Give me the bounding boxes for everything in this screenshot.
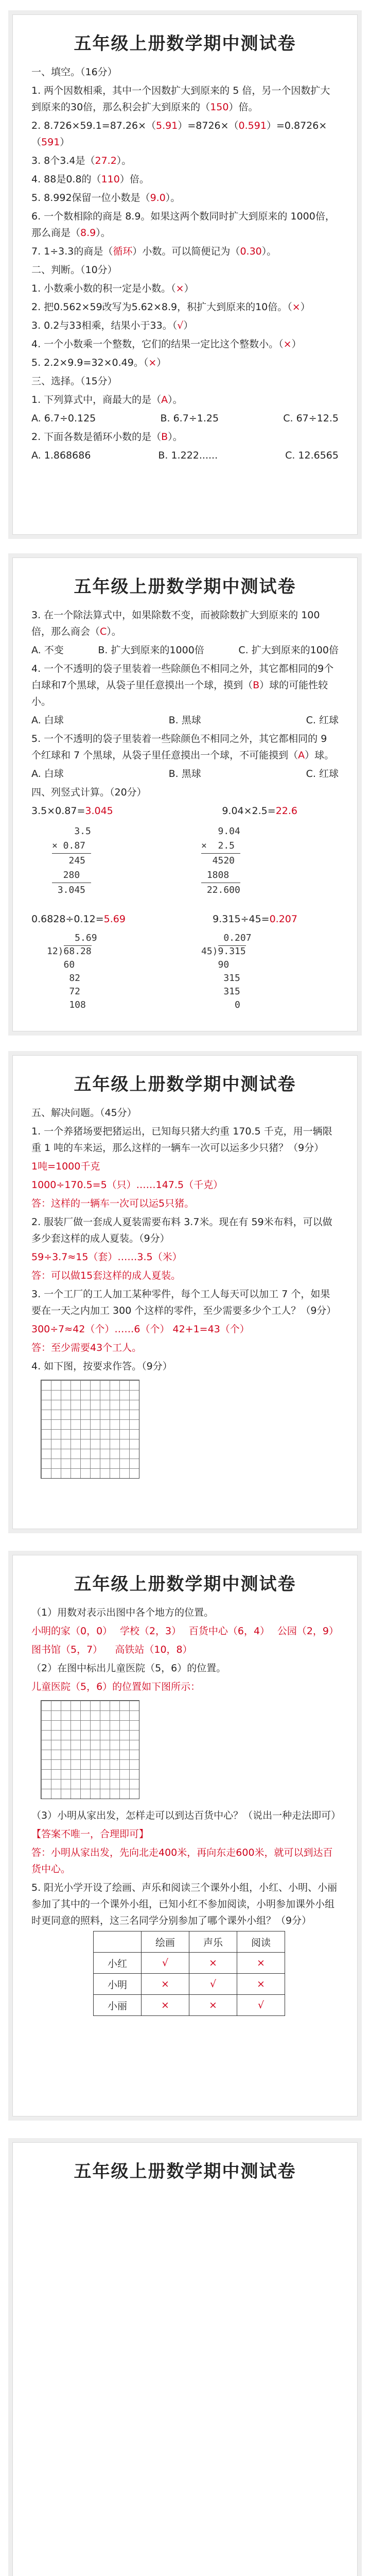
answer: 答：至少需要43个工人。 [31,1342,142,1353]
options: A. 白球 B. 黑球 C. 红球 [31,768,339,779]
exam-sheet-3 [12,1055,358,1529]
coordinate-grid [41,1380,139,1479]
table-header: 绘画 [142,1931,189,1953]
section-heading: 二、判断。（10分） [31,264,117,276]
question: 2. 下面各数是循环小数的是（B）。 [31,431,183,443]
question: 6. 一个数相除的商是 8.9。如果这两个数同时扩大到原来的 1000倍，那么商是（8.9）。 [31,211,335,239]
question: 2. 把0.562×59改写为5.62×8.9，积扩大到原来的10倍。（×） [31,301,310,313]
answer: 答：这样的一辆车一次可以运5只猪。 [31,1198,195,1209]
section-heading: 三、选择。（15分） [31,376,117,387]
options: A. 不变 B. 扩大到原来的1000倍 C. 扩大到原来的100倍 [31,645,339,656]
page-title: 五年级上册数学期中测试卷 [74,1574,296,1595]
answer: 小明的家（0，0） 学校（2，3） 百货中心（6，4） 公园（2，9） [31,1625,339,1637]
options: A. 6.7÷0.125 B. 6.7÷1.25 C. 67÷12.5 [31,413,339,424]
question: 2. 8.726×59.1=87.26×（5.91）=8726×（0.591）=0.8726×（591） [31,120,327,148]
exam-sheet-2 [12,557,358,1031]
calc-row: 0.6828÷0.12=5.69 9.315÷45=0.207 [31,913,297,925]
question: 4. 如下图，按要求作答。（9分） [31,1361,172,1372]
question: 1. 小数乘小数的积一定是小数。（×） [31,283,194,294]
calc-row: 3.5×0.87=3.045 9.04×2.5=22.6 [31,805,297,817]
question: 3. 8个3.4是（27.2）。 [31,155,132,166]
question: 7. 1÷3.3的商是（循环）小数。可以简便记为（0.30）。 [31,246,277,257]
exam-sheet-5 [12,2142,358,2576]
page-title: 五年级上册数学期中测试卷 [74,2161,296,2182]
question: 1. 一个养猪场要把猪运出，已知每只猪大约重 170.5 千克，用一辆限重 1 吨的车来运，那么这样的一辆车一次可以运多少只猪？（9分） [31,1126,332,1154]
question: （2）在图中标出儿童医院（5，6）的位置。 [31,1663,226,1674]
question: 2. 服装厂做一套成人夏装需要布料 3.7米。现在有 59米布料，可以做多少套这样的成人夏装。（9分） [31,1216,332,1244]
answer: 1吨=1000千克 [31,1161,100,1172]
question: 4. 88是0.8的（110）倍。 [31,174,149,185]
answer: 图书馆（5，7） 高铁站（10，8） [31,1644,192,1655]
answer: 300÷7≈42（个）……6（个） 42+1=43（个） [31,1324,250,1335]
question: 1. 两个因数相乘，其中一个因数扩大到原来的 5 倍，另一个因数扩大到原来的30倍，那么积会扩大到原来的（150）倍。 [31,85,330,113]
section-heading: 五、解决问题。（45分） [31,1107,137,1118]
options: A. 白球 B. 黑球 C. 红球 [31,715,339,726]
answer: 答：可以做15套这样的成人夏装。 [31,1270,181,1281]
question: 5. 2.2×9.9=32×0.49。（×） [31,357,167,368]
table-row-label: 小明 [94,1974,142,1995]
question: 3. 在一个除法算式中，如果除数不变，而被除数扩大到原来的 100倍，那么商会（C）。 [31,609,320,637]
coordinate-grid [41,1700,139,1799]
vertical-calc-work: 3.5 × 0.87 245 280 3.045 9.04 × 2.5 4520 1808 22.600 [52,826,240,895]
exam-sheet-1 [12,14,358,535]
question: 5. 8.992保留一位小数是（9.0）。 [31,192,181,204]
long-division-work: 5.69 12)68.28 60 82 72 108 0.207 45)9.315 90 315 315 0 [47,933,252,1010]
question: 3. 一个工厂的工人加工某种零件，每个工人每天可以加工 7 个，如果要在一天之内加工 300 个这样的零件，至少需要多少个工人？（9分） [31,1289,337,1316]
table-header: 阅读 [237,1931,285,1953]
table-row-label: 小红 [94,1953,142,1974]
table-row-label: 小丽 [94,1995,142,2016]
question: （1）用数对表示出图中各个地方的位置。 [31,1607,214,1618]
answer: 儿童医院（5，6）的位置如下图所示： [31,1681,201,1692]
question: 3. 0.2与33相乘，结果小于33。（√） [31,320,193,331]
question: 1. 下列算式中，商最大的是（A）。 [31,394,183,405]
answer: 【答案不唯一，合理即可】 [31,1828,149,1840]
options: A. 1.868686 B. 1.222...... C. 12.6565 [31,450,339,461]
answer: 59÷3.7≈15（套）……3.5（米） [31,1251,182,1263]
page-title: 五年级上册数学期中测试卷 [74,577,296,597]
exam-sheet-4 [12,1555,358,2116]
page-title: 五年级上册数学期中测试卷 [74,33,296,54]
section-heading: 四、列竖式计算。（20分） [31,787,147,798]
page-title: 五年级上册数学期中测试卷 [74,1074,296,1095]
section-heading: 一、填空。（16分） [31,66,117,78]
question: 5. 阳光小学开设了绘画、声乐和阅读三个课外小组，小红、小明、小丽参加了其中的一个课外小组，已知小红不参加阅读，小明参加课外小组时更同意的照料，这三名同学分别参加了哪个课外小组？（9分） [31,1882,338,1926]
question: （3）小明从家出发，怎样走可以到达百货中心？（说出一种走法即可） [31,1810,341,1821]
question: 4. 一个不透明的袋子里装着一些除颜色不相同之外，其它都相同的9个白球和7个黑球，从袋子里任意摸出一个球，摸到（B）球的可能性较小。 [31,663,334,707]
answer-table: 绘画 声乐 阅读 小红 √ × × 小明 × √ × 小丽 × × √ [93,1931,285,2016]
question: 5. 一个不透明的袋子里装着一些除颜色不相同之外，其它都相同的 9 个红球和 7 个黑球，从袋子里任意摸出一个球，不可能摸到（A）球。 [31,733,334,761]
question: 4. 一个小数乘一个整数，它们的结果一定比这个整数小。（×） [31,338,302,350]
answer: 1000÷170.5=5（只）……147.5（千克） [31,1179,223,1191]
answer: 答：小明从家出发，先向北走400米，再向东走600米，就可以到达百货中心。 [31,1847,333,1875]
table-header: 声乐 [189,1931,237,1953]
